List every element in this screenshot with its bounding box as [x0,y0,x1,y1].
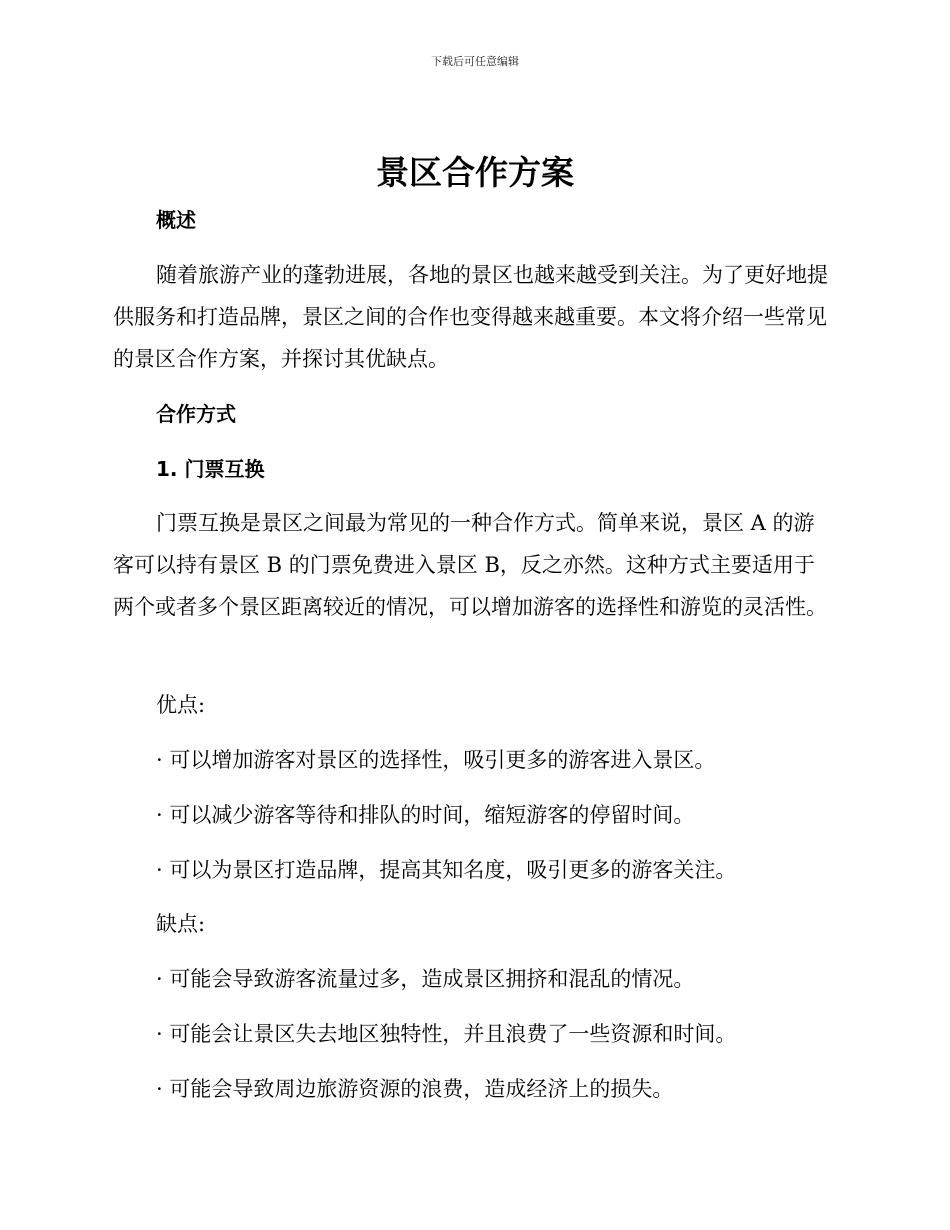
overview-paragraph: 随着旅游产业的蓬勃进展，各地的景区也越来越受到关注。为了更好地提供服务和打造品牌，景区之间的合作也变得越来越重要。本文将介绍一些常见的景区合作方案，并探讨其优缺点。 [113,263,828,371]
page-header-note: 下载后可任意编辑 [431,55,519,68]
pros-item: · 可以增加游客对景区的选择性，吸引更多的游客进入景区。 [156,748,716,772]
cons-label: 缺点: [156,912,206,936]
document-title: 景区合作方案 [376,153,574,192]
cons-item: · 可能会导致游客流量过多，造成景区拥挤和混乱的情况。 [156,967,695,991]
ticket-exchange-paragraph: 门票互换是景区之间最为常见的一种合作方式。简单来说，景区 A 的游客可以持有景区 B 的门票免费进入景区 B，反之亦然。这种方式主要适用于两个或者多个景区距离较近的情况，可以增加游客的选择性和游览的灵活性。 [113,511,827,619]
overview-heading: 概述 [156,208,196,232]
pros-item: · 可以减少游客等待和排队的时间，缩短游客的停留时间。 [156,803,695,827]
cons-item: · 可能会让景区失去地区独特性，并且浪费了一些资源和时间。 [156,1022,737,1046]
methods-heading: 合作方式 [156,402,236,426]
cons-item: · 可能会导致周边旅游资源的浪费，造成经济上的损失。 [156,1077,674,1101]
ticket-exchange-subheading: 1. 门票互换 [156,457,265,481]
pros-item: · 可以为景区打造品牌，提高其知名度，吸引更多的游客关注。 [156,858,737,882]
pros-label: 优点: [156,693,206,717]
